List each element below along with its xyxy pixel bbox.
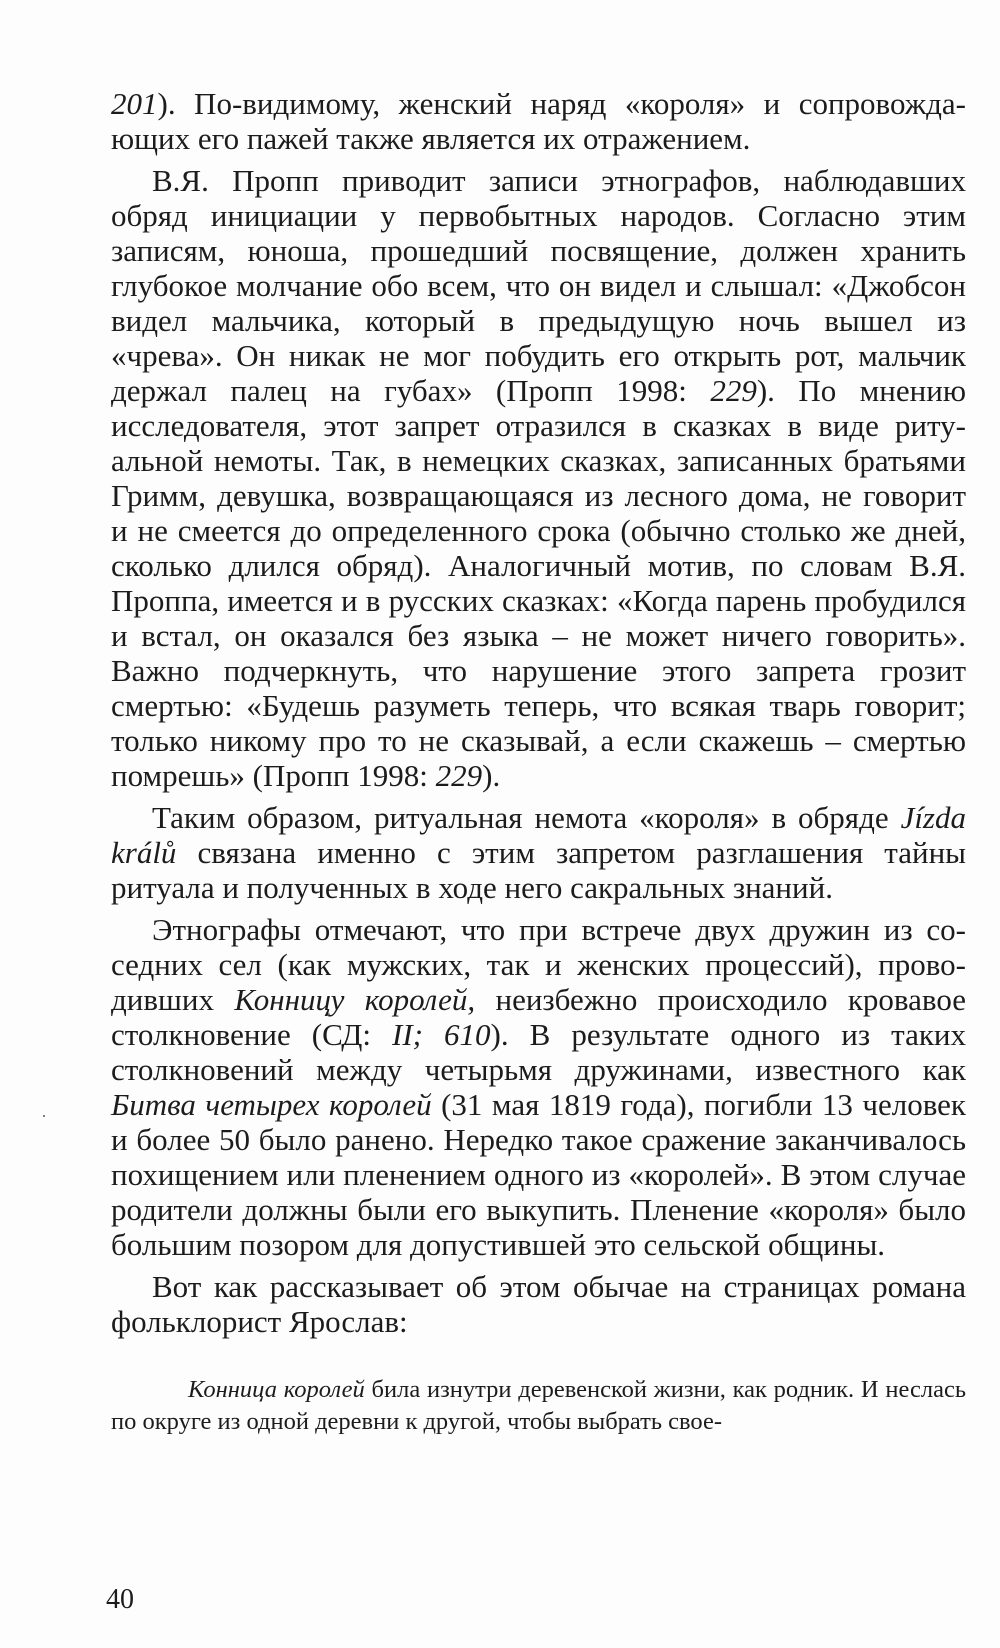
page-number: 40 [106, 1584, 134, 1615]
italic-run: 229 [710, 373, 757, 408]
text-run: Этнографы отмечают, что при встрече двух дружин из соседних сел (как мужских, так и женских процессий), проводивших [111, 912, 966, 1017]
text-run: ). В результате одного из таких столкновений между четырьмя дружинами, известного как [111, 1017, 966, 1087]
text-run: ). [482, 758, 501, 793]
italic-run: Конницу королей, [234, 982, 476, 1017]
text-run: связана именно с этим запретом разглашения тайны ритуала и полученных в ходе него сакральных знаний. [111, 835, 966, 905]
italic-run: 229 [435, 758, 483, 793]
paragraph [111, 163, 966, 793]
text-run: била изнутри деревенской жизни, как родник. И неслась по округе из одной деревни к другой, чтобы выбрать свое- [111, 1376, 966, 1435]
paragraph [111, 1269, 966, 1339]
body-text [111, 86, 966, 1463]
italic-run: 201 [111, 86, 158, 121]
text-run: Вот как рассказывает об этом обычае на страницах романа фольклорист Ярослав: [111, 1269, 966, 1339]
paragraph [111, 912, 966, 1262]
text-run: ). По-видимому, женский наряд «короля» и сопровождающих его пажей также является их отражением. [111, 86, 966, 156]
scan-speck [43, 1115, 45, 1117]
italic-run: Конница королей [188, 1376, 365, 1403]
text-run: Таким образом, ритуальная немота «короля» в обряде [152, 800, 901, 835]
text-run: ). По мнению исследователя, этот запрет отразился в сказках в виде ритуальной немоты. Так, в немецких сказках, записанных братьями Гримм, девушка, возвращающаяся из лесного дома, не говорит и не смеется до определенного срока (обычно столько же дней, сколько длился обряд). Аналогичный мотив, по словам В.Я. Проппа, имеется и в русских сказках: «Когда парень пробудился и встал, он оказался без языка – не может ничего говорить». Важно подчеркнуть, что нарушение этого запрета грозит смертью: «Будешь разуметь теперь, что всякая тварь говорит; только никому про то не сказывай, а если скажешь – смертью помрешь» (Пропп 1998: [111, 373, 966, 793]
text-run: В.Я. Пропп приводит записи этнографов, наблюдавших обряд инициации у первобытных народов. Согласно этим записям, юноша, прошедший посвящение, должен хранить глубокое молчание обо всем, что он видел и слышал: «Джобсон видел мальчика, который в предыдущую ночь вышел из «чрева». Он никак не мог побудить его открыть рот, мальчик держал палец на губах» (Пропп 1998: [111, 163, 966, 408]
italic-run: II; 610 [392, 1017, 491, 1052]
italic-run: Битва четырех королей [111, 1087, 432, 1122]
paragraph [111, 86, 966, 156]
block-quote [111, 1374, 966, 1438]
text-run: (31 мая 1819 года), погибли 13 человек и более 50 было ранено. Нередко такое сражение заканчивалось похищением или пленением одного из «королей». В этом случае родители должны были его выкупить. Пленение «короля» было большим позором для допустившей это сельской общины. [111, 1087, 966, 1262]
paragraph [111, 800, 966, 905]
text-run: неизбежно происходило кровавое столкновение (СД: [111, 982, 966, 1052]
italic-run: Jízda králů [111, 800, 966, 870]
